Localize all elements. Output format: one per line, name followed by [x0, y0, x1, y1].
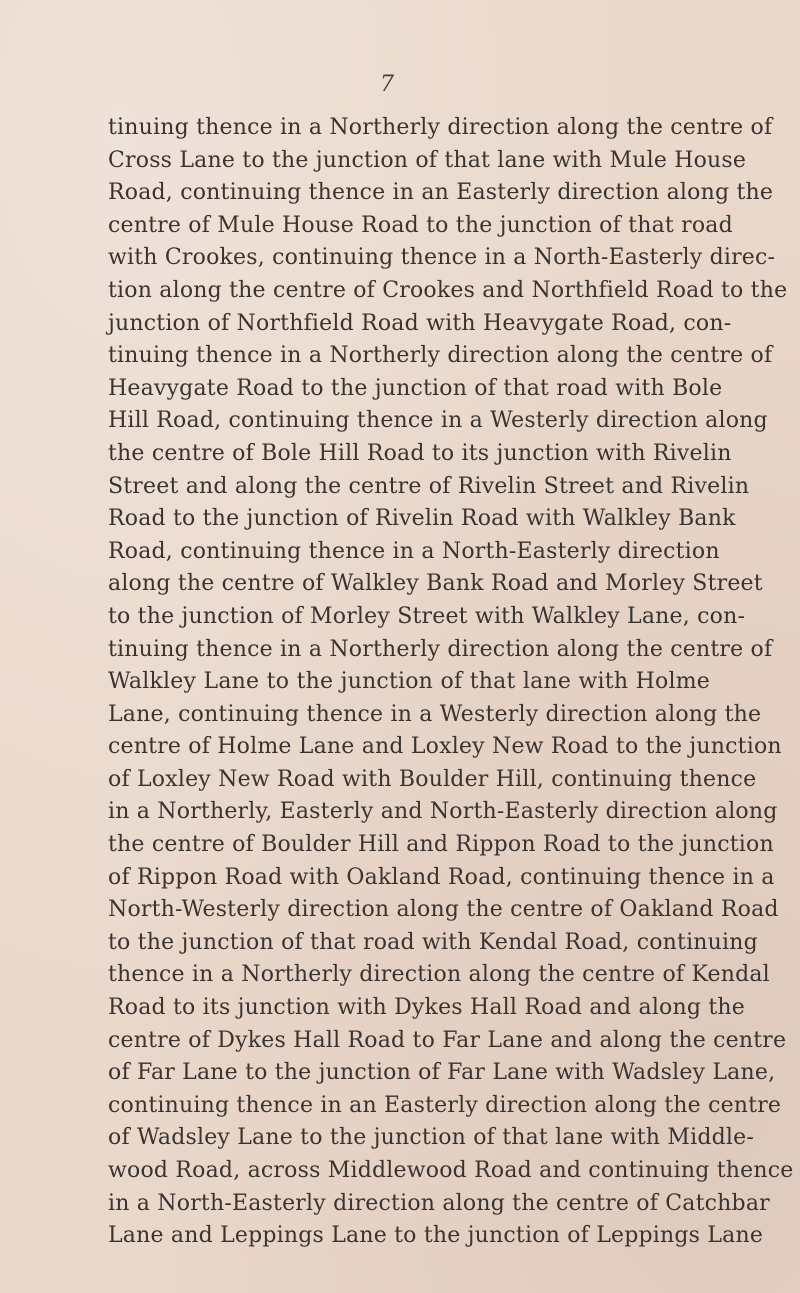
text-line: tinuing thence in a Northerly direction along the centre of — [108, 115, 773, 140]
text-line: tinuing thence in a Northerly direction along the centre of — [108, 636, 773, 662]
text-line: centre of Mule House Road to the junction of that road — [108, 212, 733, 238]
text-line: of Wadsley Lane to the junction of that lane with Middle- — [108, 1125, 754, 1151]
text-line: Cross Lane to the junction of that lane with Mule House — [108, 147, 747, 173]
text-line: tinuing thence in a Northerly direction along the centre of — [108, 343, 773, 369]
text-line: Road, continuing thence in an Easterly direction along the — [108, 180, 774, 206]
text-line: along the centre of Walkley Bank Road and Morley Street — [108, 571, 763, 597]
text-line: Hill Road, continuing thence in a Westerly direction along — [108, 408, 768, 434]
text-line: tion along the centre of Crookes and Northfield Road to the — [108, 277, 788, 303]
text-line: Road to its junction with Dykes Hall Road and along the — [108, 995, 745, 1021]
text-line: Heavygate Road to the junction of that road with Bole — [108, 375, 723, 401]
text-line: centre of Holme Lane and Loxley New Road to the junction — [108, 734, 782, 760]
text-line: Lane, continuing thence in a Westerly direction along the — [108, 701, 762, 727]
text-line: the centre of Bole Hill Road to its junction with Rivelin — [108, 440, 732, 466]
body-text — [108, 112, 794, 1253]
text-line: the centre of Boulder Hill and Rippon Road to the junction — [108, 832, 774, 858]
text-line: to the junction of that road with Kendal Road, continuing — [108, 929, 758, 955]
text-line: to the junction of Morley Street with Walkley Lane, con- — [108, 603, 746, 629]
text-line: with Crookes, continuing thence in a North-Easterly direc- — [108, 245, 776, 271]
text-line: in a Northerly, Easterly and North-Easterly direction along — [108, 799, 778, 825]
text-line: Street and along the centre of Rivelin Street and Rivelin — [108, 473, 750, 499]
text-line: North-Westerly direction along the centre of Oakland Road — [108, 897, 779, 923]
text-line: of Loxley New Road with Boulder Hill, continuing thence — [108, 766, 757, 792]
text-line: of Rippon Road with Oakland Road, continuing thence in a — [108, 864, 775, 890]
text-line: junction of Northfield Road with Heavygate Road, con- — [108, 310, 732, 336]
text-line: Road to the junction of Rivelin Road with Walkley Bank — [108, 506, 736, 532]
text-line: Road, continuing thence in a North-Easterly direction — [108, 538, 720, 564]
text-line: Walkley Lane to the junction of that lane with Holme — [108, 669, 710, 695]
text-line: centre of Dykes Hall Road to Far Lane and along the centre — [108, 1027, 787, 1053]
text-line: of Far Lane to the junction of Far Lane with Wadsley Lane, — [108, 1060, 776, 1086]
page-number: 7 — [380, 72, 394, 97]
text-line: Lane and Leppings Lane to the junction of Leppings Lane — [108, 1223, 764, 1249]
text-line: in a North-Easterly direction along the centre of Catchbar — [108, 1190, 770, 1216]
text-line: thence in a Northerly direction along the centre of Kendal — [108, 962, 770, 988]
text-line: continuing thence in an Easterly direction along the centre — [108, 1092, 782, 1118]
text-line: wood Road, across Middlewood Road and continuing thence — [108, 1158, 794, 1183]
